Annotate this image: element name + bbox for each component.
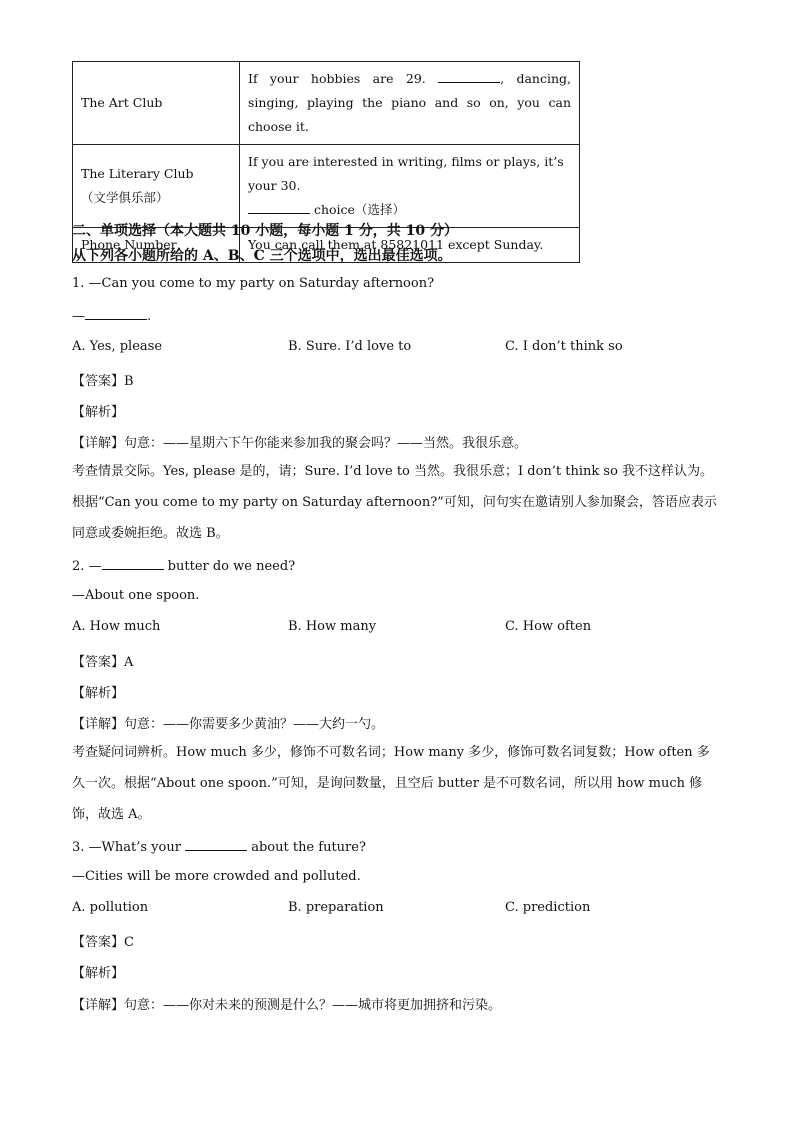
section-title: 二、单项选择（本大题共 10 小题，每小题 1 分，共 10 分） bbox=[72, 223, 458, 239]
option-c: C. How often bbox=[505, 619, 592, 634]
stem-suffix: about the future? bbox=[247, 840, 366, 855]
analysis-label: 【解析】 bbox=[72, 966, 125, 981]
table-row bbox=[73, 62, 580, 145]
option-b: B. Sure. I’d love to bbox=[288, 339, 412, 354]
question-stem: 1. —Can you come to my party on Saturday afternoon? bbox=[72, 276, 435, 291]
club-desc-text: If your hobbies are 29. bbox=[248, 71, 439, 86]
option-a: A. pollution bbox=[72, 900, 149, 915]
analysis-label: 【解析】 bbox=[72, 405, 125, 420]
question-reply: —Cities will be more crowded and polluted. bbox=[72, 869, 361, 884]
table-row bbox=[73, 145, 580, 228]
stem-suffix: butter do we need? bbox=[163, 559, 296, 574]
club-desc-cell bbox=[240, 145, 580, 228]
club-name-cell bbox=[73, 62, 240, 145]
question-stem bbox=[72, 838, 366, 855]
answer-blank bbox=[438, 70, 500, 83]
question-reply bbox=[72, 307, 151, 324]
option-b: B. preparation bbox=[288, 900, 384, 915]
stem-prefix: 3. —What’s your bbox=[72, 840, 186, 855]
club-name: The Art Club bbox=[81, 95, 163, 110]
option-b: B. How many bbox=[288, 619, 377, 634]
club-name: The Literary Club bbox=[81, 166, 194, 181]
option-c: C. I don’t think so bbox=[505, 339, 623, 354]
answer-label: 【答案】C bbox=[72, 935, 134, 950]
club-desc-text: If you are interested in writing, films or plays, it’s your 30. bbox=[248, 154, 564, 193]
option-c: C. prediction bbox=[505, 900, 591, 915]
club-name: Phone Number bbox=[81, 237, 177, 252]
analysis-label: 【解析】 bbox=[72, 686, 125, 701]
answer-blank bbox=[85, 307, 147, 320]
explanation-text: 考查疑问词辨析。How much 多少，修饰不可数名词；How many 多少，修饰可数名词复数；How often 多久一次。根据“About one spoon.”可知，是询问数量，且空后 butter 是不可数名词，所以用 how much 修饰，故选 A。 bbox=[72, 745, 710, 822]
club-name-cell bbox=[73, 145, 240, 228]
question-stem bbox=[72, 557, 295, 574]
reply-period: . bbox=[147, 309, 152, 324]
answer-label: 【答案】B bbox=[72, 374, 134, 389]
section-instruction: 从下列各小题所给的 A、B、C 三个选项中，选出最佳选项。 bbox=[72, 248, 452, 264]
club-desc-cell bbox=[240, 62, 580, 145]
explanation-text: 考查情景交际。Yes, please 是的，请；Sure. I’d love to 当然。我很乐意；I don’t think so 我不这样认为。根据“Can you come to my party on Saturday afternoon?”可知，问句实在邀请别人参加聚会，答语应表示同意或委婉拒绝。故选 B。 bbox=[72, 464, 717, 541]
answer-blank bbox=[102, 557, 164, 570]
club-desc-text: choice（选择） bbox=[310, 202, 405, 217]
club-desc-text: , dancing, singing, playing the piano and so on, you can choose it. bbox=[248, 71, 571, 134]
answer-blank bbox=[248, 201, 310, 214]
answer-blank bbox=[185, 838, 247, 851]
club-name-chinese: （文学俱乐部） bbox=[81, 190, 169, 205]
detail-text: 【详解】句意：——星期六下午你能来参加我的聚会吗？——当然。我很乐意。 bbox=[72, 436, 528, 451]
question-reply: —About one spoon. bbox=[72, 588, 200, 603]
option-a: A. How much bbox=[72, 619, 161, 634]
reply-dash: — bbox=[72, 309, 85, 324]
detail-text: 【详解】句意：——你需要多少黄油？——大约一勺。 bbox=[72, 717, 385, 732]
answer-label: 【答案】A bbox=[72, 655, 134, 670]
option-a: A. Yes, please bbox=[72, 339, 163, 354]
phone-text: You can call them at 85821011 except Sunday. bbox=[248, 237, 544, 252]
stem-prefix: 2. — bbox=[72, 559, 102, 574]
detail-text: 【详解】句意：——你对未来的预测是什么？——城市将更加拥挤和污染。 bbox=[72, 998, 502, 1013]
